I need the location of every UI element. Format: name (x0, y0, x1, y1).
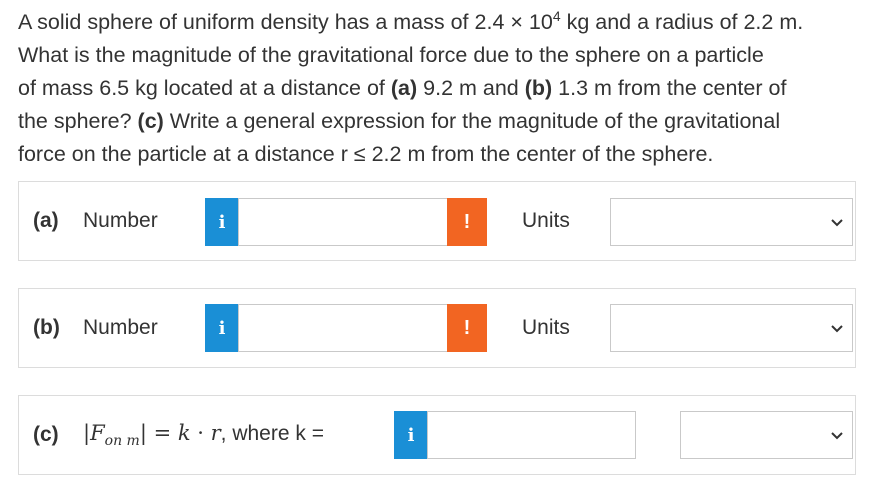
chevron-down-icon (828, 426, 846, 444)
question-line-3: of mass 6.5 kg located at a distance of (a) 9.2 m and (b) 1.3 m from the center of (18, 76, 787, 101)
part-a-units-select[interactable] (610, 198, 853, 246)
part-c-label: (c) (33, 423, 59, 446)
question-text (18, 0, 868, 171)
part-a-number-input[interactable] (238, 198, 448, 246)
part-c-row (18, 395, 856, 475)
part-a-number-label: Number (83, 209, 158, 232)
part-b-number-input[interactable] (238, 304, 448, 352)
part-b-row (18, 288, 856, 368)
question-line-2: What is the magnitude of the gravitational force due to the sphere on a particle (18, 43, 764, 68)
part-a-row (18, 181, 856, 261)
part-a-units-label: Units (522, 209, 570, 232)
part-b-units-label: Units (522, 316, 570, 339)
part-c-units-select[interactable] (680, 411, 853, 459)
part-b-warning-icon[interactable]: ! (447, 304, 487, 352)
part-a-info-icon[interactable]: i (205, 198, 239, 246)
part-c-info-icon[interactable]: i (394, 411, 428, 459)
part-a-label: (a) (33, 209, 59, 232)
chevron-down-icon (828, 213, 846, 231)
part-c-k-input[interactable] (427, 411, 636, 459)
question-line-4: the sphere? (c) Write a general expression for the magnitude of the gravitational (18, 109, 781, 134)
part-a-warning-icon[interactable]: ! (447, 198, 487, 246)
part-b-info-icon[interactable]: i (205, 304, 239, 352)
part-b-units-select[interactable] (610, 304, 853, 352)
question-line-5: force on the particle at a distance r ≤ 2.2 m from the center of the sphere. (18, 142, 714, 167)
question-line-1: A solid sphere of uniform density has a mass of $2.4 \times 10^4$ kg and a radius of 2.2 m. (18, 8, 804, 35)
part-c-formula: $|F_{on m}| = k \cdot r$, where k = (83, 421, 324, 450)
part-b-number-label: Number (83, 316, 158, 339)
chevron-down-icon (828, 319, 846, 337)
part-b-label: (b) (33, 316, 60, 339)
